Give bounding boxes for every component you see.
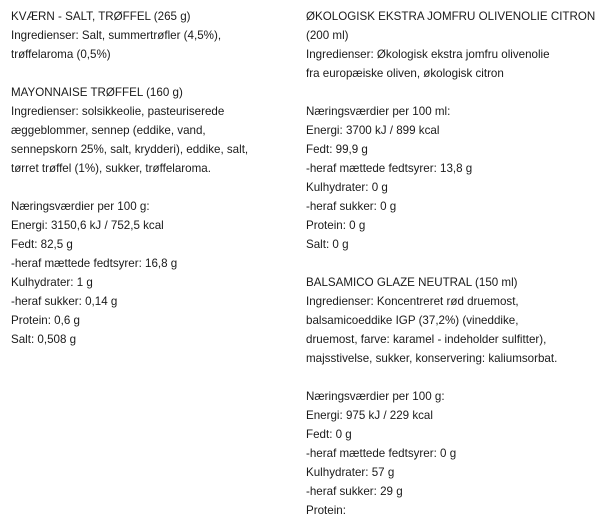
ingredients-line: trøffelaroma (0,5%)	[11, 48, 111, 61]
product-olive-oil-lemon	[306, 7, 596, 254]
ingredients-line: æggeblommer, sennep (eddike, vand,	[11, 124, 206, 137]
ingredients-line: Ingredienser: Koncentreret rød druemost,	[306, 295, 519, 308]
nutrition-line: Energi: 3150,6 kJ / 752,5 kcal	[11, 219, 164, 232]
nutrition-line: Protein:	[306, 504, 346, 517]
ingredients-line: sennepskorn 25%, salt, krydderi), eddike, salt,	[11, 143, 249, 156]
nutrition-line: -heraf sukker: 29 g	[306, 485, 403, 498]
nutrition-facts	[11, 197, 291, 349]
ingredients-line: tørret trøffel (1%), sukker, trøffelaroma.	[11, 162, 211, 175]
nutrition-line: Fedt: 82,5 g	[11, 238, 73, 251]
product-title: BALSAMICO GLAZE NEUTRAL (150 ml)	[306, 276, 518, 289]
ingredients-line: majsstivelse, sukker, konservering: kaliumsorbat.	[306, 352, 558, 365]
ingredients-line: Ingredienser: Økologisk ekstra jomfru olivenolie	[306, 48, 550, 61]
left-column	[11, 7, 291, 349]
nutrition-line: Kulhydrater: 1 g	[11, 276, 93, 289]
product-balsamic-glaze	[306, 273, 596, 520]
ingredients-line: druemost, farve: karamel - indeholder sulfitter),	[306, 333, 547, 346]
product-title: MAYONNAISE TRØFFEL (160 g)	[11, 86, 183, 99]
nutrition-line: -heraf mættede fedtsyrer: 0 g	[306, 447, 457, 460]
nutrition-line: Protein: 0,6 g	[11, 314, 80, 327]
ingredients-line: fra europæiske oliven, økologisk citron	[306, 67, 504, 80]
nutrition-line: -heraf sukker: 0,14 g	[11, 295, 118, 308]
nutrition-line: -heraf mættede fedtsyrer: 13,8 g	[306, 162, 473, 175]
product-title: KVÆRN - SALT, TRØFFEL (265 g)	[11, 10, 191, 23]
nutrition-line: Kulhydrater: 57 g	[306, 466, 395, 479]
nutrition-facts	[306, 387, 596, 520]
ingredients-line: Ingredienser: Salt, summertrøfler (4,5%),	[11, 29, 222, 42]
nutrition-heading: Næringsværdier per 100 g:	[306, 390, 445, 403]
right-column	[306, 7, 596, 520]
nutrition-line: -heraf sukker: 0 g	[306, 200, 397, 213]
nutrition-line: Energi: 3700 kJ / 899 kcal	[306, 124, 440, 137]
nutrition-line: Salt: 0 g	[306, 238, 349, 251]
product-truffle-salt	[11, 7, 291, 64]
nutrition-line: Protein: 0 g	[306, 219, 366, 232]
product-title: ØKOLOGISK EKSTRA JOMFRU OLIVENOLIE CITRON	[306, 10, 596, 23]
ingredients-line: Ingredienser: solsikkeolie, pasteuriserede	[11, 105, 225, 118]
ingredients-line: (200 ml)	[306, 29, 349, 42]
nutrition-line: -heraf mættede fedtsyrer: 16,8 g	[11, 257, 178, 270]
nutrition-line: Fedt: 0 g	[306, 428, 352, 441]
nutrition-line: Kulhydrater: 0 g	[306, 181, 388, 194]
nutrition-line: Energi: 975 kJ / 229 kcal	[306, 409, 433, 422]
ingredients-line: balsamicoeddike IGP (37,2%) (vineddike,	[306, 314, 519, 327]
product-truffle-mayonnaise	[11, 83, 291, 349]
nutrition-line: Salt: 0,508 g	[11, 333, 77, 346]
nutrition-heading: Næringsværdier per 100 g:	[11, 200, 150, 213]
nutrition-line: Fedt: 99,9 g	[306, 143, 368, 156]
nutrition-facts	[306, 102, 596, 254]
nutrition-heading: Næringsværdier per 100 ml:	[306, 105, 451, 118]
